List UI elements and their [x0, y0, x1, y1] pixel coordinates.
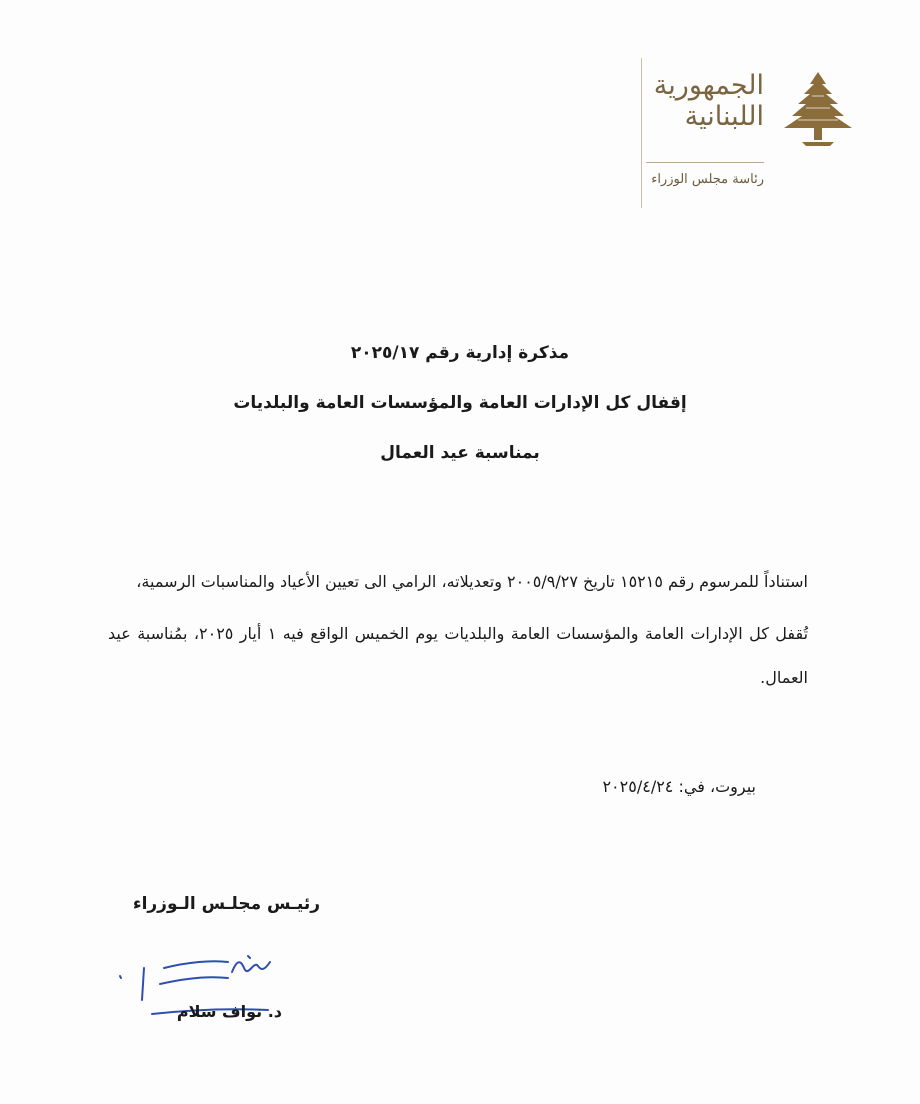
signatory-title: رئيـس مجلـس الـوزراء: [132, 894, 320, 914]
signatory-name: د. نواف سلام: [176, 1002, 282, 1021]
body-paragraph-2: تُقفل كل الإدارات العامة والمؤسسات العامة والبلديات يوم الخميس الواقع فيه ١ أيار ٢٠٢٥، بمُناسبة عيد العمال.: [108, 624, 809, 687]
republic-seal-text: [644, 70, 764, 132]
seal-underline: [646, 162, 764, 163]
cedar-tree-icon: [776, 68, 860, 152]
seal-line-1: الجمهورية: [653, 70, 764, 101]
letterhead-divider: [641, 58, 642, 208]
seal-line-2: اللبنانية: [684, 101, 764, 133]
letterhead: [620, 58, 860, 208]
memo-heading: [160, 336, 760, 486]
place-date-line: بيروت، في: ٢٠٢٥/٤/٢٤: [602, 777, 756, 796]
body-paragraph-1: استناداً للمرسوم رقم ١٥٢١٥ تاريخ ٢٠٠٥/٩/٢٧ وتعديلاته، الرامي الى تعيين الأعياد والمناسبات الرسمية،: [136, 572, 808, 591]
memo-occasion: بمناسبة عيد العمال: [380, 443, 540, 463]
memo-number: مذكرة إدارية رقم ٢٠٢٥/١٧: [350, 343, 570, 363]
memo-subject: إقفال كل الإدارات العامة والمؤسسات العامة والبلديات: [233, 393, 687, 413]
memo-body: [108, 560, 808, 708]
letterhead-subtitle: رئاسة مجلس الوزراء: [651, 172, 764, 187]
